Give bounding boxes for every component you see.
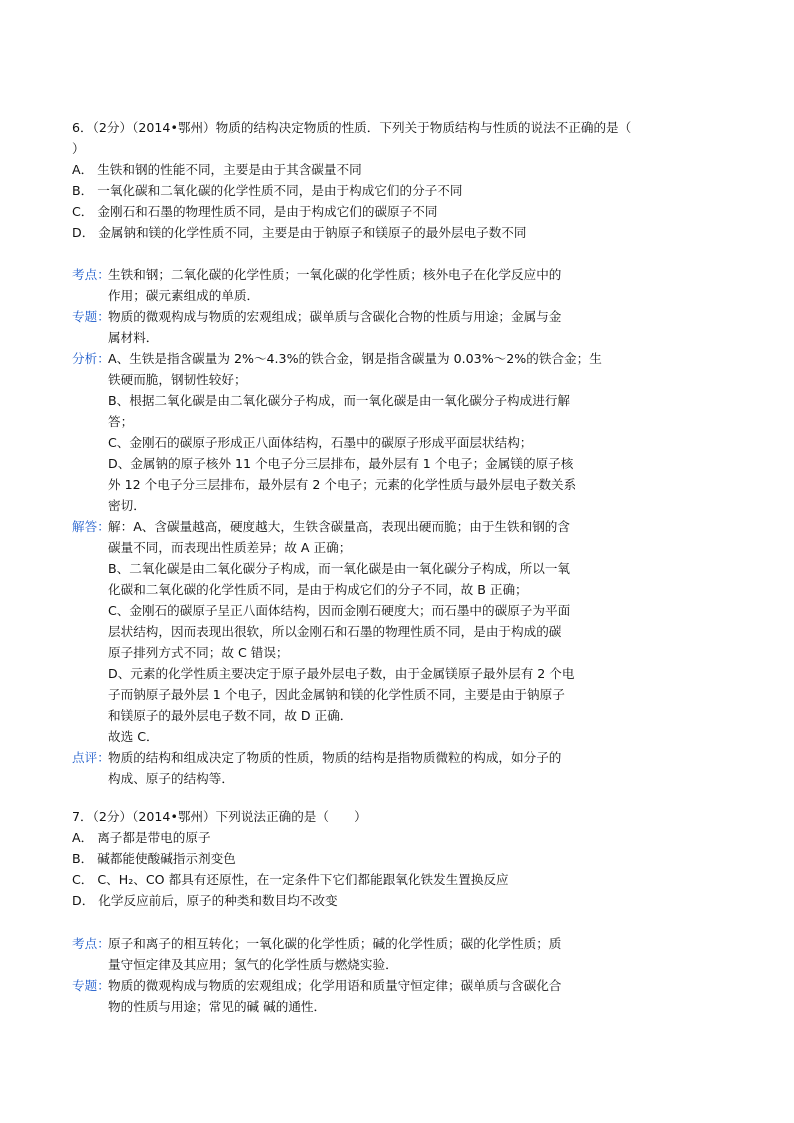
option-d: D． 金属钠和镁的化学性质不同，主要是由于钠原子和镁原子的最外层电子数不同 <box>72 225 527 240</box>
section-line: 解：A、含碳量越高，硬度越大，生铁含碳量高，表现出硬而脆；由于生铁和钢的含 <box>108 519 570 534</box>
option-a: A． 离子都是带电的原子 <box>72 830 211 845</box>
section-line: 生铁和钢；二氧化碳的化学性质；一氧化碳的化学性质；核外电子在化学反应中的 <box>108 267 562 282</box>
question-7-analysis <box>72 933 642 1017</box>
section-dianping <box>72 747 642 789</box>
section-line: B、二氧化碳是由二氧化碳分子构成，而一氧化碳是由一氧化碳分子构成，所以一氧 <box>108 561 571 576</box>
section-zhuanti <box>72 306 642 348</box>
question-stem <box>72 806 642 827</box>
section-line: 子而钠原子最外层 1 个电子，因此金属钠和镁的化学性质不同，主要是由于钠原子 <box>108 687 565 702</box>
stem-line: 7．（2分）（2014•鄂州）下列说法正确的是（ ） <box>72 809 367 824</box>
section-line: 化碳和二氧化碳的化学性质不同，是由于构成它们的分子不同，故 B 正确； <box>108 582 528 597</box>
section-line: 量守恒定律及其应用；氢气的化学性质与燃烧实验． <box>108 957 398 972</box>
section-line: D、元素的化学性质主要决定于原子最外层电子数，由于金属镁原子最外层有 2 个电 <box>108 666 575 681</box>
section-tag: 考点： <box>72 936 110 951</box>
section-jieda <box>72 516 642 747</box>
section-line: 属材料． <box>108 330 159 345</box>
section-line: 层状结构，因而表现出很软，所以金刚石和石墨的物理性质不同，是由于构成的碳 <box>108 624 562 639</box>
question-stem <box>72 117 642 159</box>
section-line: 答； <box>108 414 134 429</box>
section-tag: 考点： <box>72 267 110 282</box>
section-kaodian <box>72 264 642 306</box>
section-line: 故选 C． <box>108 729 159 744</box>
stem-line: 6．（2分）（2014•鄂州）物质的结构决定物质的性质．下列关于物质结构与性质的说法不正确的是（ <box>72 120 632 135</box>
section-tag: 点评： <box>72 750 110 765</box>
section-fenxi <box>72 348 642 516</box>
question-6 <box>72 117 642 243</box>
options-list <box>72 827 642 911</box>
section-kaodian <box>72 933 642 975</box>
section-line: 构成、原子的结构等． <box>108 771 234 786</box>
option-c: C． C、H₂、CO 都具有还原性，在一定条件下它们都能跟氧化铁发生置换反应 <box>72 872 509 887</box>
section-line: D、金属钠的原子核外 11 个电子分三层排布，最外层有 1 个电子；金属镁的原子核 <box>108 456 574 471</box>
section-line: 物质的结构和组成决定了物质的性质，物质的结构是指物质微粒的构成，如分子的 <box>108 750 562 765</box>
section-line: C、金刚石的碳原子形成正八面体结构，石墨中的碳原子形成平面层状结构； <box>108 435 533 450</box>
option-d: D． 化学反应前后，原子的种类和数目均不改变 <box>72 893 338 908</box>
question-6-analysis <box>72 264 642 789</box>
option-a: A． 生铁和钢的性能不同，主要是由于其含碳量不同 <box>72 162 362 177</box>
section-line: 物的性质与用途；常见的碱 碱的通性． <box>108 999 327 1014</box>
option-b: B． 碱都能使酸碱指示剂变色 <box>72 851 236 866</box>
section-line: 原子排列方式不同；故 C 错误； <box>108 645 289 660</box>
option-b: B． 一氧化碳和二氧化碳的化学性质不同，是由于构成它们的分子不同 <box>72 183 463 198</box>
question-7 <box>72 806 642 911</box>
section-line: 碳量不同，而表现出性质差异；故 A 正确； <box>108 540 352 555</box>
section-line: A、生铁是指含碳量为 2%～4.3%的铁合金，钢是指含碳量为 0.03%～2%的铁合金；生 <box>108 351 602 366</box>
section-line: 物质的微观构成与物质的宏观组成；碳单质与含碳化合物的性质与用途；金属与金 <box>108 309 562 324</box>
section-line: 作用；碳元素组成的单质． <box>108 288 260 303</box>
section-line: 铁硬而脆，钢韧性较好； <box>108 372 247 387</box>
section-tag: 专题： <box>72 978 110 993</box>
section-zhuanti <box>72 975 642 1017</box>
section-line: C、金刚石的碳原子呈正八面体结构，因而金刚石硬度大；而石墨中的碳原子为平面 <box>108 603 571 618</box>
section-line: 和镁原子的最外层电子数不同，故 D 正确． <box>108 708 353 723</box>
section-line: B、根据二氧化碳是由二氧化碳分子构成，而一氧化碳是由一氧化碳分子构成进行解 <box>108 393 571 408</box>
section-line: 物质的微观构成与物质的宏观组成；化学用语和质量守恒定律；碳单质与含碳化合 <box>108 978 562 993</box>
option-c: C． 金刚石和石墨的物理性质不同，是由于构成它们的碳原子不同 <box>72 204 438 219</box>
section-line: 外 12 个电子分三层排布，最外层有 2 个电子；元素的化学性质与最外层电子数关系 <box>108 477 577 492</box>
options-list <box>72 159 642 243</box>
section-line: 密切． <box>108 498 146 513</box>
section-line: 原子和离子的相互转化；一氧化碳的化学性质；碱的化学性质；碳的化学性质；质 <box>108 936 562 951</box>
section-tag: 专题： <box>72 309 110 324</box>
section-tag: 分析： <box>72 351 110 366</box>
stem-line: ） <box>72 141 85 156</box>
section-tag: 解答： <box>72 519 110 534</box>
